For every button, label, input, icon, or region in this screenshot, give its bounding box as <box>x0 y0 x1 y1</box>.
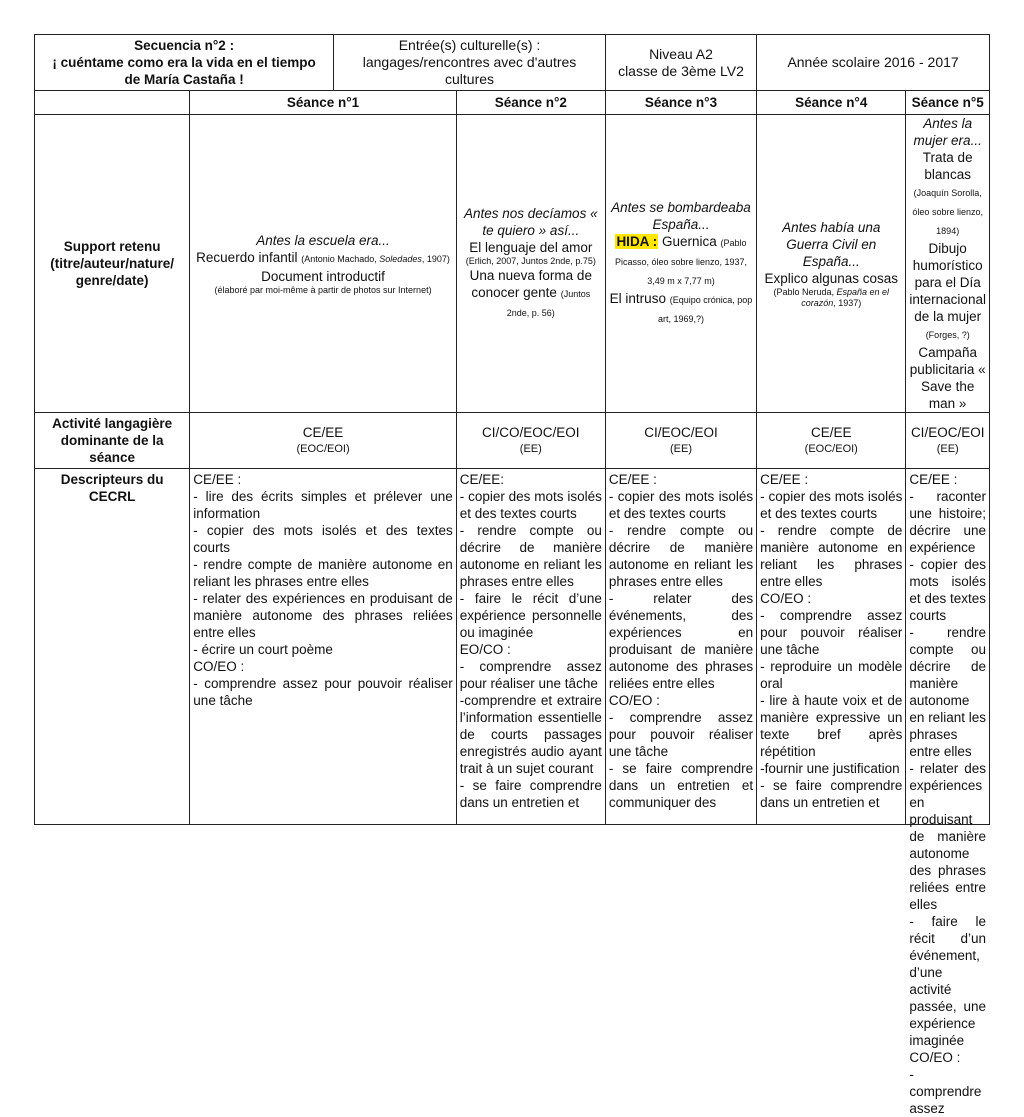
activity-seance-3: CI/EOC/EOI (EE) <box>605 413 756 469</box>
descriptors-row <box>35 469 990 825</box>
descriptors-seance-2: CE/EE: - copier des mots isolés et des textes courts - rendre compte ou décrire de manière autonome en reliant les phrases entre elles - faire le récit d’une expérience personnelle ou imaginée EO/CO : - comprendre assez pour réaliser une tâche -comprendre et extraire l’information essentielle de courts passages enregistrés audio ayant trait à un sujet courant - se faire comprendre dans un entretien et <box>456 469 605 825</box>
seance-2-header: Séance n°2 <box>456 91 605 115</box>
lesson-plan-sheet <box>34 34 990 1116</box>
activity-row <box>35 413 990 469</box>
seance-1-header: Séance n°1 <box>190 91 456 115</box>
level-cell: Niveau A2 classe de 3ème LV2 <box>605 35 756 91</box>
support-seance-2: Antes nos decíamos « te quiero » así... El lenguaje del amor (Erlich, 2007, Juntos 2nde, p.75) Una nueva forma de conocer gente (Juntos 2nde, p. 56) <box>456 115 605 413</box>
school-year: Année scolaire 2016 - 2017 <box>757 35 990 91</box>
activity-seance-5: CI/EOC/EOI (EE) <box>906 413 990 469</box>
activity-row-label: Activité langagière dominante de la séance <box>35 413 190 469</box>
descriptors-row-label: Descripteurs du CECRL <box>35 469 190 825</box>
support-seance-3: Antes se bombardeaba España... HIDA : Guernica (Pablo Picasso, óleo sobre lienzo, 1937, 3,49 m x 7,77 m) El intruso (Equipo crónica, pop art, 1969,?) <box>605 115 756 413</box>
sequence-table <box>34 34 990 1116</box>
descriptors-seance-5: CE/EE : - raconter une histoire; décrire une expérience - copier des mots isolés et des textes courts - rendre compte ou décrire de manière autonome en reliant les phrases entre elles - relater des expériences en produisant de manière autonome des phrases reliées entre elles - faire le récit d’un événement, d’une activité passée, une expérience imaginée CO/EO : - comprendre assez <box>906 469 990 825</box>
seance-3-header: Séance n°3 <box>605 91 756 115</box>
support-row <box>35 115 990 413</box>
seance-corner <box>35 91 190 115</box>
seance-header-row <box>35 91 990 115</box>
descriptors-seance-1: CE/EE : - lire des écrits simples et prélever une information - copier des mots isolés et des textes courts - rendre compte de manière autonome en reliant les phrases entre elles - relater des expériences en produisant de manière autonome des phrases reliées entre elles - écrire un court poème CO/EO : - comprendre assez pour pouvoir réaliser une tâche <box>190 469 456 825</box>
support-row-label: Support retenu (titre/auteur/nature/ genre/date) <box>35 115 190 413</box>
activity-seance-1: CE/EE (EOC/EOI) <box>190 413 456 469</box>
activity-seance-2: CI/CO/EOC/EOI (EE) <box>456 413 605 469</box>
seance-5-header: Séance n°5 <box>906 91 990 115</box>
support-seance-4: Antes había una Guerra Civil en España... Explico algunas cosas (Pablo Neruda, España en el corazón, 1937) <box>757 115 906 413</box>
sequence-title: Secuencia n°2 : ¡ cuéntame como era la vida en el tiempo de María Castaña ! <box>35 35 334 91</box>
cultural-entry: Entrée(s) culturelle(s) : langages/rencontres avec d'autres cultures <box>334 35 606 91</box>
hida-highlight: HIDA : <box>616 234 658 249</box>
descriptors-seance-3: CE/EE : - copier des mots isolés et des textes courts - rendre compte ou décrire de manière autonome en reliant les phrases entre elles - relater des événements, des expériences en produisant de manière autonome des phrases reliées entre elles CO/EO : - comprendre assez pour pouvoir réaliser une tâche - se faire comprendre dans un entretien et communiquer des <box>605 469 756 825</box>
support-seance-1: Antes la escuela era... Recuerdo infantil (Antonio Machado, Soledades, 1907) Document introductif (élaboré par moi-même à partir de photos sur Internet) <box>190 115 456 413</box>
activity-seance-4: CE/EE (EOC/EOI) <box>757 413 906 469</box>
header-row <box>35 35 990 91</box>
descriptors-seance-4: CE/EE : - copier des mots isolés et des textes courts - rendre compte de manière autonome en reliant les phrases entre elles CO/EO : - comprendre assez pour pouvoir réaliser une tâche - reproduire un modèle oral - lire à haute voix et de manière expressive un texte bref après répétition -fournir une justification - se faire comprendre dans un entretien et <box>757 469 906 825</box>
seance-4-header: Séance n°4 <box>757 91 906 115</box>
support-seance-5: Antes la mujer era... Trata de blancas (Joaquín Sorolla, óleo sobre lienzo, 1894) Dibujo humorístico para el Día internacional de la mujer (Forges, ?) Campaña publicitaria « Save the man » <box>906 115 990 413</box>
